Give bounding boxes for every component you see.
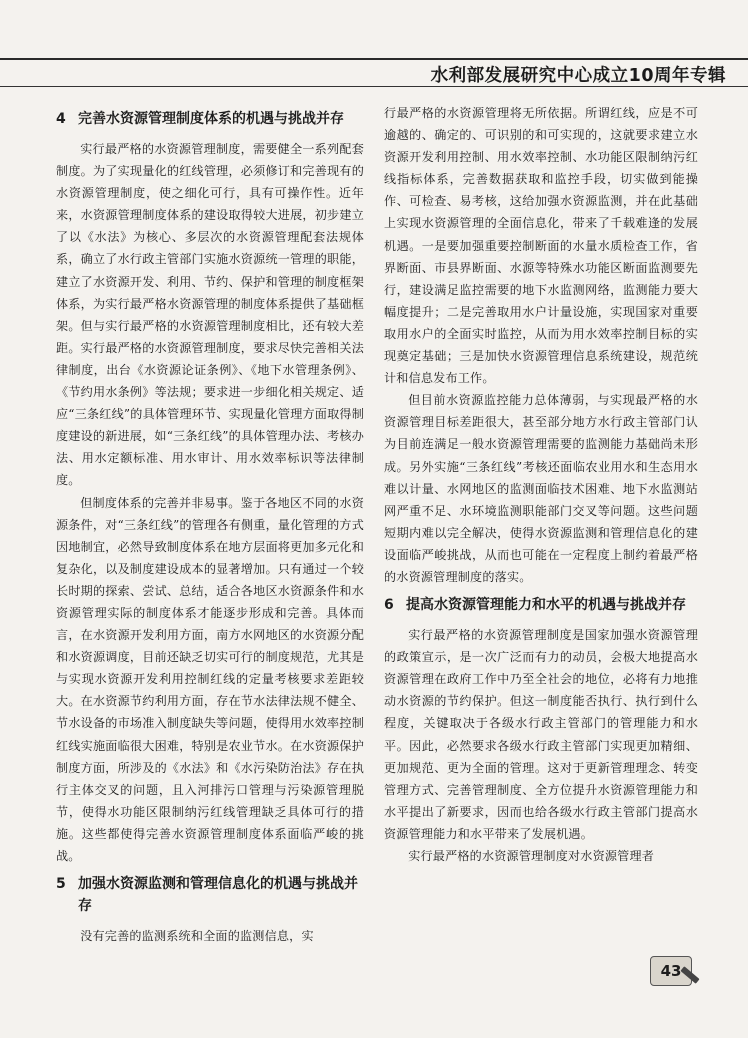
- paragraph: 没有完善的监测系统和全面的监测信息，实: [80, 929, 314, 944]
- section-number: 6: [384, 597, 394, 614]
- paragraph: 实行最严格的水资源管理制度，需要健全一系列配套制度。为了实现量化的红线管理，必须修订和完善现有的水资源管理制度，使之细化可行，具有可操作性。近年来，水资源管理制度体系的建设取得较大进展，初步建立了以《水法》为核心、多层次的水资源管理配套法规体系，确立了水行政主管部门实施水资源统一管理的职能，建立了水资源开发、利用、节约、保护和管理的制度框架体系，为实行最严格水资源管理的制度体系提供了基础框架。但与实行最严格的水资源管理制度相比，还有较大差距。实行最严格的水资源管理制度，要求尽快完善相关法律制度，出台《水资源论证条例》、《地下水管理条例》、《节约用水条例》等法规；要求进一步细化相关规定、适应“三条红线”的具体管理环节、实现量化管理方面取得制度建设的新进展，如“三条红线”的具体管理办法、考核办法、用水定额标准、用水审计、用水效率标识等法律制度。: [56, 142, 364, 488]
- section-number: 4: [56, 111, 66, 127]
- left-column: [56, 102, 364, 947]
- section-4-heading: [56, 108, 364, 130]
- right-column: [384, 102, 698, 867]
- page-number-value: 43: [650, 956, 692, 986]
- section-title: 提高水资源管理能力和水平的机遇与挑战并存: [406, 597, 686, 614]
- journal-header-title: 水利部发展研究中心成立10周年专辑: [430, 66, 726, 86]
- paragraph: 行最严格的水资源管理将无所依据。所谓红线，应是不可逾越的、确定的、可识别的和可实现的，这就要求建立水资源开发利用控制、用水效率控制、水功能区限制纳污红线指标体系，完善数据获取和监控手段，切实做到能操作、可检查、易考核，这给加强水资源监测，并在此基础上实现水资源管理的全面信息化，带来了千载难逢的发展机遇。一是要加强重要控制断面的水量水质检查工作，省界断面、市县界断面、水源等特殊水功能区断面监测要先行，建设满足监控需要的地下水监测网络，监测能力要大幅度提升；二是完善取用水户计量设施，实现国家对重要取用水户的全面实时监控，从而为用水效率控制目标的实现奠定基础；三是加快水资源管理信息系统建设，规范统计和信息发布工作。: [384, 106, 698, 386]
- paragraph: 但制度体系的完善并非易事。鉴于各地区不同的水资源条件，对“三条红线”的管理各有侧重，量化管理的方式因地制宜，必然导致制度体系在地方层面将更加多元化和复杂化，以及制度建设成本的显著增加。只有通过一个较长时期的探索、尝试、总结，适合各地区水资源条件和水资源管理实际的制度体系才能逐步形成和完善。具体而言，在水资源开发利用方面，南方水网地区的水资源分配和水资源调度，目前还缺乏切实可行的制度规范，尤其是与实现水资源开发利用控制红线的定量考核要求差距较大。在水资源节约利用方面，存在节水法律法规不健全、节水设备的市场准入制度缺失等问题，使得用水效率控制红线实施面临很大困难，特别是农业节水。在水资源保护制度方面，所涉及的《水法》和《水污染防治法》存在执行主体交叉的问题，且入河排污口管理与污染源管理脱节，使得水功能区限制纳污红线管理缺乏具体可行的措施。这些都使得完善水资源管理制度体系面临严峻的挑战。: [56, 495, 364, 863]
- header-rule-bottom: [0, 86, 748, 87]
- page-number: [650, 956, 696, 990]
- paragraph: 但目前水资源监控能力总体薄弱，与实现最严格的水资源管理目标差距很大，甚至部分地方水行政主管部门认为目前连满足一般水资源管理需要的监测能力基础尚未形成。另外实施“三条红线”考核还面临农业用水和生态用水难以计量、水网地区的监测面临技术困难、地下水监测站网严重不足、水环境监测职能部门交叉等问题。这些问题短期内难以完全解决，使得水资源监测和管理信息化的建设面临严峻挑战，从而也可能在一定程度上制约着最严格的水资源管理制度的落实。: [384, 393, 698, 584]
- section-title: 完善水资源管理制度体系的机遇与挑战并存: [78, 111, 344, 127]
- paragraph: 实行最严格的水资源管理制度是国家加强水资源管理的政策宣示，是一次广泛而有力的动员，会极大地提高水资源管理在政府工作中乃至全社会的地位，必将有力地推动水资源的节约保护。但这一制度能否执行、执行到什么程度，关键取决于各级水行政主管部门的管理能力和水平。因此，必然要求各级水行政主管部门实现更加精细、更加规范、更为全面的管理。这对于更新管理理念、转变管理方式、完善管理制度、全方位提升水资源管理能力和水平提出了新要求，因而也给各级水行政主管部门提高水资源管理能力和水平带来了发展机遇。: [384, 628, 698, 841]
- section-5-heading: [56, 873, 364, 917]
- section-number: 5: [56, 876, 66, 893]
- header-rule-top: [0, 58, 748, 60]
- section-6-heading: [384, 594, 698, 616]
- paragraph: 实行最严格的水资源管理制度对水资源管理者: [408, 849, 655, 863]
- page-header: [0, 0, 748, 92]
- section-title: 加强水资源监测和管理信息化的机遇与挑战并存: [78, 876, 358, 915]
